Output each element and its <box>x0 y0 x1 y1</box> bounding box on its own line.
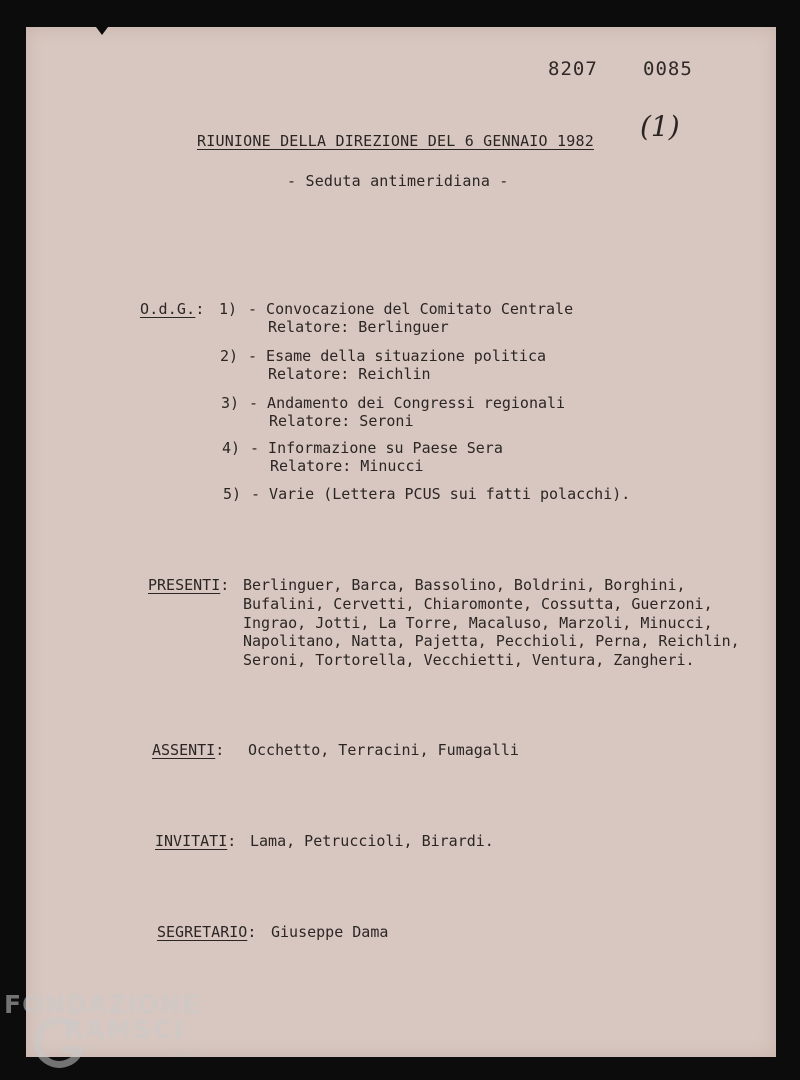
agenda-item-number: 3) <box>220 394 239 412</box>
agenda-item-title: - Esame della situazione politica <box>248 347 547 365</box>
watermark-onlus: onlus <box>172 1050 197 1060</box>
presenti-list <box>243 576 740 670</box>
agenda-item-title: - Varie (Lettera PCUS sui fatti polacchi). <box>251 485 631 503</box>
presenti-label: PRESENTI: <box>148 576 230 594</box>
agenda-item-speaker: Relatore: Seroni <box>269 412 414 430</box>
invitati-value: Lama, Petruccioli, Birardi. <box>250 832 494 850</box>
assenti-label-text: ASSENTI <box>152 741 216 759</box>
presenti-line: Napolitano, Natta, Pajetta, Pecchioli, Perna, Reichlin, <box>243 632 740 651</box>
document-title: RIUNIONE DELLA DIREZIONE DEL 6 GENNAIO 1982 <box>197 132 594 150</box>
agenda-item-text <box>251 485 630 503</box>
agenda-item-number: 2) <box>219 347 238 365</box>
doc-code-a: 8207 <box>548 58 598 80</box>
assenti-label: ASSENTI: <box>152 741 225 759</box>
agenda-item-number: 5) <box>222 485 241 503</box>
agenda-item-title: - Informazione su Paese Sera <box>250 439 503 457</box>
page-corner-notch <box>96 27 108 35</box>
presenti-line: Ingrao, Jotti, La Torre, Macaluso, Marzoli, Minucci, <box>243 613 713 632</box>
agenda-item-speaker: Relatore: Minucci <box>270 457 424 475</box>
document-subtitle: - Seduta antimeridiana - <box>287 172 509 190</box>
agenda-label-text: O.d.G. <box>140 300 196 318</box>
gramsci-logo-icon <box>30 1012 90 1072</box>
agenda-item-text <box>248 347 546 383</box>
doc-code-b: 0085 <box>643 58 693 80</box>
presenti-line: Bufalini, Cervetti, Chiaromonte, Cossutta, Guerzoni, <box>243 594 713 613</box>
handwritten-number: (1) <box>640 110 680 143</box>
assenti-value: Occhetto, Terracini, Fumagalli <box>248 741 519 759</box>
agenda-item-title: - Convocazione del Comitato Centrale <box>248 300 574 318</box>
agenda-item-number: 1) <box>218 300 237 318</box>
watermark-line1: FONDAZIONE <box>4 990 201 1019</box>
agenda-item-speaker: Relatore: Berlinguer <box>268 318 449 336</box>
segretario-value: Giuseppe Dama <box>271 923 389 941</box>
agenda-item-text <box>250 439 503 475</box>
watermark-line2: RAMSCI <box>64 1015 186 1044</box>
invitati-label-text: INVITATI <box>155 832 228 850</box>
agenda-item-text <box>248 300 573 336</box>
invitati-label: INVITATI: <box>155 832 237 850</box>
agenda-label <box>140 300 205 318</box>
segretario-label-text: SEGRETARIO <box>157 923 248 941</box>
presenti-line: Berlinguer, Barca, Bassolino, Boldrini, Borghini, <box>243 576 686 594</box>
agenda-item-text <box>249 394 565 430</box>
agenda-label-colon: : <box>195 300 205 318</box>
presenti-label-text: PRESENTI <box>148 576 221 594</box>
agenda-item-number: 4) <box>221 439 240 457</box>
agenda-item-speaker: Relatore: Reichlin <box>268 365 431 383</box>
segretario-label: SEGRETARIO: <box>157 923 257 941</box>
presenti-line: Seroni, Tortorella, Vecchietti, Ventura, Zangheri. <box>243 651 695 670</box>
agenda-item-title: - Andamento dei Congressi regionali <box>249 394 566 412</box>
